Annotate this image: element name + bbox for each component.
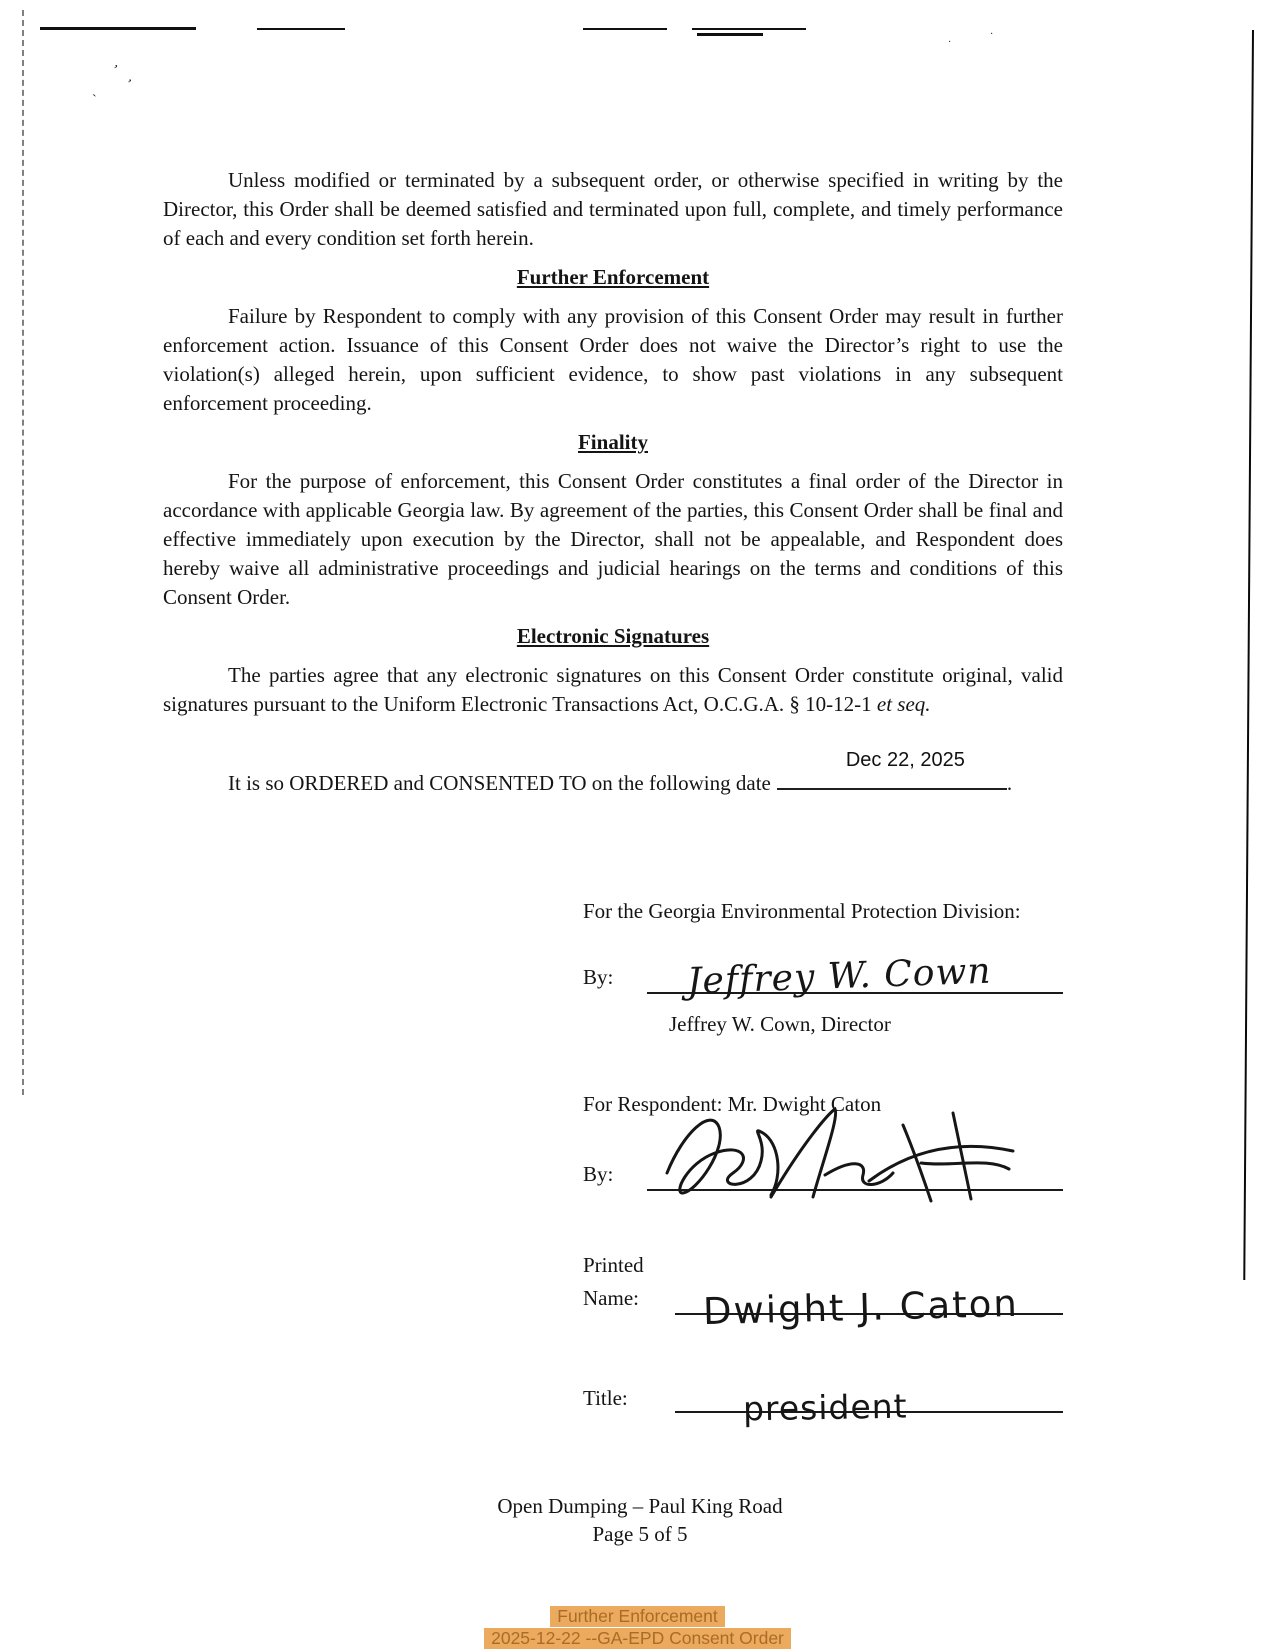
scan-artifact-top-line-1 <box>40 27 196 30</box>
epd-section-heading: For the Georgia Environmental Protection Division: <box>583 899 1021 923</box>
title-line <box>675 1371 1063 1429</box>
para-further-enforcement: Failure by Respondent to comply with any provision of this Consent Order may result in further enforcement action. Issuance of this Consent Order does not waive the Director’s right to use the violation(s) alleged herein, upon sufficient evidence, to show past violations in any subsequent enforcement proceeding. <box>163 304 1063 415</box>
order-sentence-period: . <box>1006 771 1013 795</box>
footer-page-number: Page 5 of 5 <box>592 1522 688 1546</box>
para-electronic-signatures <box>163 661 1063 719</box>
scan-speck: · <box>948 37 952 48</box>
scan-speck: ’ <box>109 62 120 79</box>
epd-by-label: By: <box>583 965 614 989</box>
printed-label-line2: Name: <box>583 1286 639 1310</box>
title-label: Title: <box>583 1386 628 1410</box>
heading-further-enforcement: Further Enforcement <box>516 265 710 289</box>
epd-signature-section <box>583 897 1063 1039</box>
heading-electronic-signatures: Electronic Signatures <box>516 624 710 648</box>
scan-artifact-top-line-2 <box>257 28 345 30</box>
para-electronic-signatures-text: The parties agree that any electronic signatures on this Consent Order constitute original, valid signatures pursuant to the Uniform Electronic Transactions Act, O.C.G.A. § 10-12-1 <box>163 663 1063 716</box>
scan-artifact-top-line-5 <box>697 33 763 36</box>
respondent-signature-scrawl <box>653 1099 1043 1209</box>
epd-by-row <box>583 950 1063 1003</box>
order-consent-text: It is so ORDERED and CONSENTED TO on the following date <box>228 771 771 795</box>
scan-speck: · <box>990 29 994 40</box>
respondent-signature-line <box>647 1155 1063 1191</box>
footer-case-name: Open Dumping – Paul King Road <box>497 1494 783 1518</box>
date-fill-line <box>777 749 1007 790</box>
document-footer <box>20 1492 1260 1548</box>
title-row <box>583 1371 1063 1429</box>
epd-signer-name: Jeffrey W. Cown, Director <box>669 1012 891 1036</box>
printed-name-row <box>583 1249 1063 1334</box>
printed-name-label <box>583 1249 675 1315</box>
document-body <box>163 166 1063 719</box>
scan-speck: ` <box>92 93 97 108</box>
printed-label-line1: Printed <box>583 1253 644 1277</box>
scan-artifact-top-line-3 <box>583 28 667 30</box>
epd-signature-line <box>647 950 1063 1003</box>
respondent-by-label: By: <box>583 1162 614 1186</box>
annotation-overlay <box>0 1606 1275 1649</box>
annotation-label-filename: 2025-12-22 --GA-EPD Consent Order <box>484 1628 791 1649</box>
annotation-label-bookmark: Further Enforcement <box>550 1606 724 1627</box>
scan-artifact-right-edge-line <box>1243 30 1254 1280</box>
printed-name-line <box>675 1273 1063 1334</box>
para-electronic-signatures-latin: et seq. <box>876 692 931 716</box>
scan-artifact-top-line-4 <box>692 28 806 30</box>
scan-speck: ’ <box>121 76 134 93</box>
para-finality: For the purpose of enforcement, this Consent Order constitutes a final order of the Director in accordance with applicable Georgia law. By agreement of the parties, this Consent Order shall be final and effective immediately upon execution by the Director, shall not be appealable, and Respondent does hereby waive all administrative proceedings and judicial hearings on the terms and conditions of this Consent Order. <box>163 469 1063 609</box>
epd-signature-script: Jeffrey W. Cown <box>686 950 993 1003</box>
para-termination: Unless modified or terminated by a subsequent order, or otherwise specified in writing by the Director, this Order shall be deemed satisfied and terminated upon full, complete, and timely performance of each and every condition set forth herein. <box>163 168 1063 250</box>
title-value: president <box>742 1386 908 1429</box>
order-consent-sentence <box>163 749 1068 798</box>
respondent-section-heading: For Respondent: Mr. Dwight Caton <box>583 1092 882 1116</box>
respondent-signature-section <box>583 1090 1063 1429</box>
heading-finality: Finality <box>577 430 648 454</box>
scan-artifact-left-edge-line <box>22 10 24 1095</box>
respondent-by-row <box>583 1155 1063 1191</box>
printed-name-value: Dwight J. Caton <box>702 1281 1020 1334</box>
date-value: Dec 22, 2025 <box>845 749 965 771</box>
